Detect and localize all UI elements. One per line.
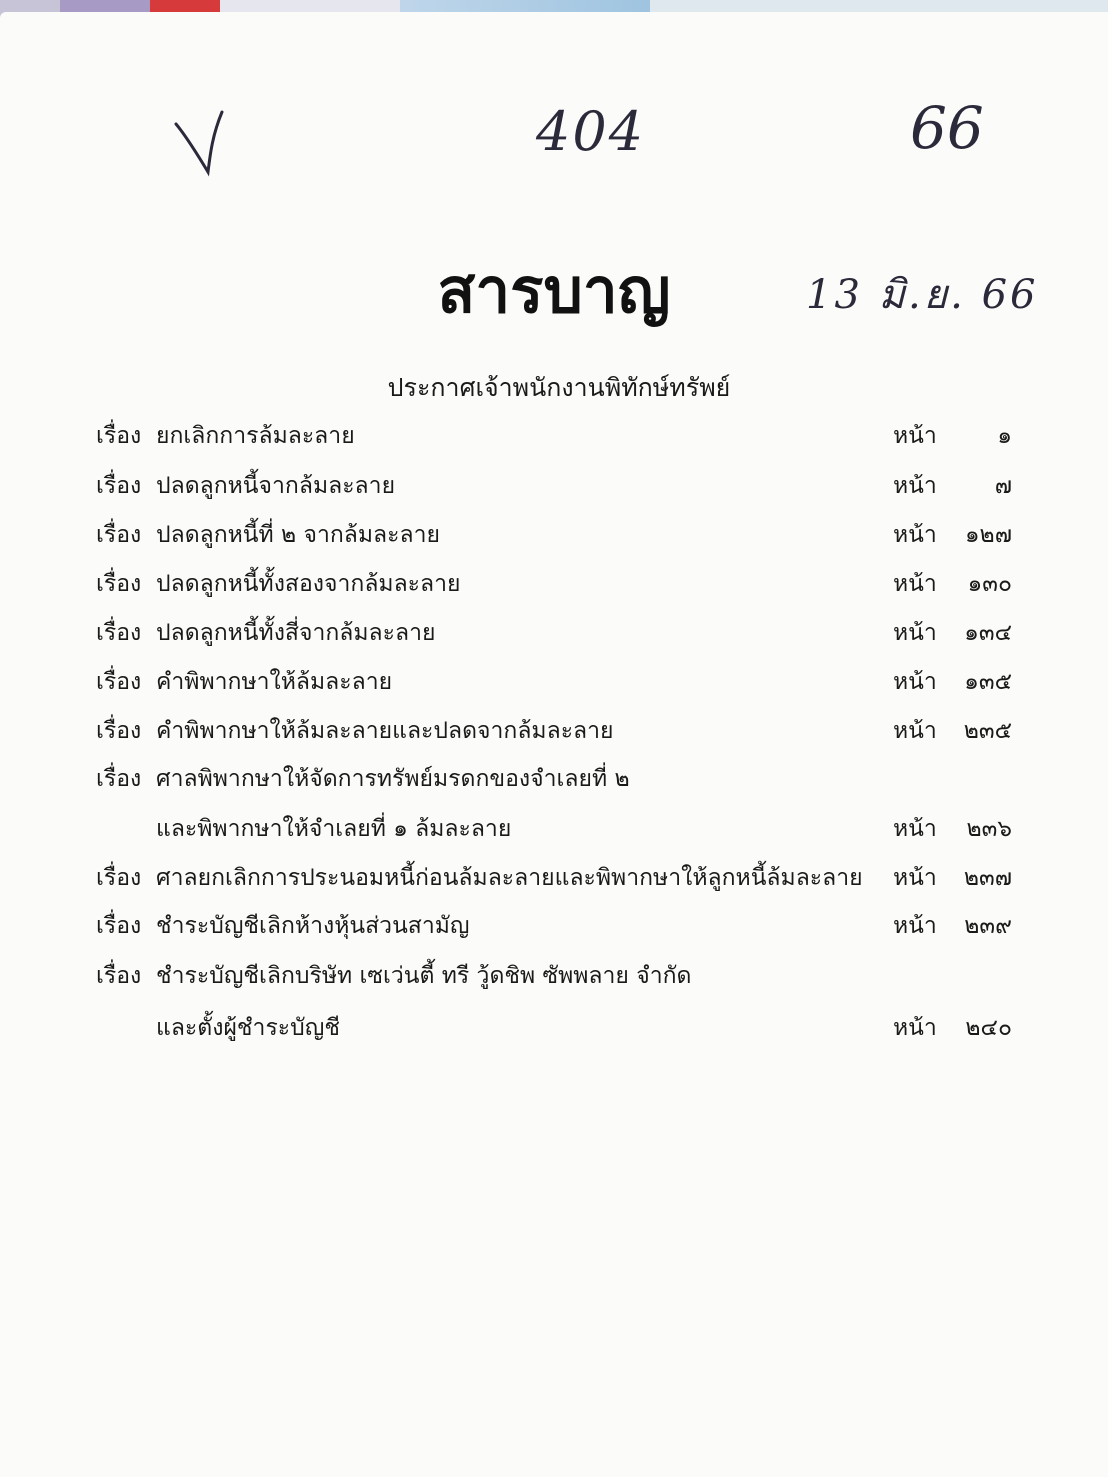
toc-page-number: ๑ — [997, 423, 1012, 449]
toc-page-number: ๒๓๖ — [966, 816, 1012, 842]
toc-page-number: ๑๓๐ — [967, 571, 1012, 597]
toc-title: ศาลพิพากษาให้จัดการทรัพย์มรดกของจำเลยที่ ๒ — [156, 766, 630, 792]
toc-page-label: หน้า — [893, 669, 937, 695]
toc-page-label: หน้า — [893, 473, 937, 499]
toc-entry — [0, 711, 1108, 751]
toc-prefix: เรื่อง — [96, 963, 142, 989]
toc-page-label: หน้า — [893, 620, 937, 646]
toc-prefix: เรื่อง — [96, 522, 142, 548]
toc-title: ปลดลูกหนี้ที่ ๒ จากล้มละลาย — [156, 522, 440, 548]
toc-page-label: หน้า — [893, 522, 937, 548]
toc-entry-continuation — [0, 1008, 1108, 1048]
toc-title: ชำระบัญชีเลิกห้างหุ้นส่วนสามัญ — [156, 913, 470, 939]
toc-page-label: หน้า — [893, 423, 937, 449]
toc-title: และพิพากษาให้จำเลยที่ ๑ ล้มละลาย — [156, 816, 512, 842]
toc-prefix: เรื่อง — [96, 620, 142, 646]
toc-entry — [0, 564, 1108, 604]
toc-page-label: หน้า — [893, 865, 937, 891]
toc-title: ชำระบัญชีเลิกบริษัท เซเว่นตี้ ทรี วู้ดชิพ ซัพพลาย จำกัด — [156, 963, 692, 989]
handwritten-year: 66 — [910, 94, 984, 162]
toc-entry — [0, 662, 1108, 702]
toc-page-label: หน้า — [893, 913, 937, 939]
toc-page-number: ๑๓๕ — [964, 669, 1012, 695]
toc-entry — [0, 956, 1108, 996]
toc-page-label: หน้า — [893, 571, 937, 597]
toc-title: ศาลยกเลิกการประนอมหนี้ก่อนล้มละลายและพิพากษาให้ลูกหนี้ล้มละลาย — [156, 865, 863, 891]
handwritten-check-mark — [172, 106, 232, 178]
toc-prefix: เรื่อง — [96, 473, 142, 499]
toc-page-number: ๒๓๕ — [963, 718, 1012, 744]
section-heading: ประกาศเจ้าพนักงานพิทักษ์ทรัพย์ — [387, 373, 731, 402]
toc-page-number: ๑๒๗ — [964, 522, 1012, 548]
toc-page-label: หน้า — [893, 816, 937, 842]
toc-prefix: เรื่อง — [96, 718, 142, 744]
toc-title: คำพิพากษาให้ล้มละลาย — [156, 669, 393, 695]
toc-page-label: หน้า — [893, 718, 937, 744]
toc-entry-continuation — [0, 809, 1108, 849]
toc-prefix: เรื่อง — [96, 571, 142, 597]
toc-page-number: ๒๓๙ — [964, 913, 1012, 939]
toc-title: คำพิพากษาให้ล้มละลายและปลดจากล้มละลาย — [156, 718, 614, 744]
toc-entry — [0, 466, 1108, 506]
toc-title: ปลดลูกหนี้ทั้งสองจากล้มละลาย — [156, 571, 461, 597]
toc-entry — [0, 906, 1108, 946]
toc-prefix: เรื่อง — [96, 865, 142, 891]
toc-title: และตั้งผู้ชำระบัญชี — [156, 1015, 340, 1041]
toc-prefix: เรื่อง — [96, 766, 142, 792]
toc-page-number: ๒๔๐ — [965, 1015, 1012, 1041]
toc-entry — [0, 858, 1108, 898]
toc-entry — [0, 515, 1108, 555]
toc-title: ปลดลูกหนี้จากล้มละลาย — [156, 473, 396, 499]
toc-prefix: เรื่อง — [96, 913, 142, 939]
handwritten-date: 13 มิ.ย. 66 — [806, 272, 1039, 318]
toc-entry — [0, 759, 1108, 799]
toc-title: ปลดลูกหนี้ทั้งสี่จากล้มละลาย — [156, 620, 436, 646]
toc-page-label: หน้า — [893, 1015, 937, 1041]
page-title: สารบาญ — [437, 254, 671, 327]
toc-entry — [0, 416, 1108, 456]
toc-entry — [0, 613, 1108, 653]
toc-title: ยกเลิกการล้มละลาย — [156, 423, 355, 449]
handwritten-number: 404 — [536, 100, 646, 163]
toc-page-number: ๒๓๗ — [963, 865, 1012, 891]
toc-prefix: เรื่อง — [96, 669, 142, 695]
toc-prefix: เรื่อง — [96, 423, 142, 449]
toc-page-number: ๗ — [994, 473, 1012, 499]
toc-page-number: ๑๓๔ — [964, 620, 1012, 646]
